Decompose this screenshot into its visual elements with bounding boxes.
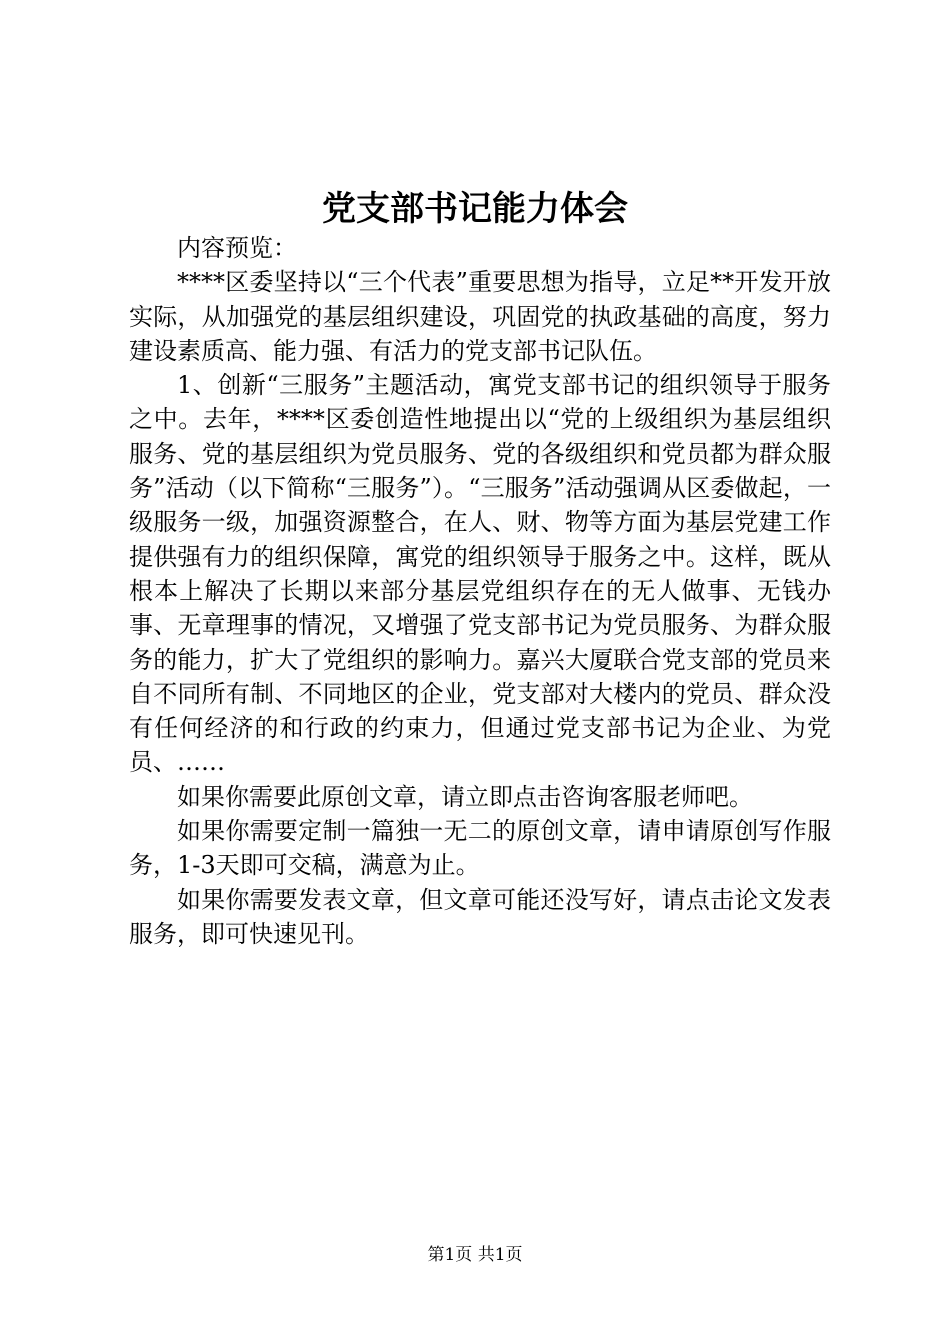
paragraph-intro: ****区委坚持以“三个代表”重要思想为指导，立足**开发开放实际，从加强党的基层组织建设，巩固党的执政基础的高度，努力建设素质高、能力强、有活力的党支部书记队伍。 xyxy=(129,268,831,365)
paragraph-preview-label: 内容预览： xyxy=(177,234,297,262)
document-title: 党支部书记能力体会 xyxy=(322,189,628,229)
paragraph-custom-writing: 如果你需要定制一篇独一无二的原创文章，请申请原创写作服务，1-3天即可交稿，满意为止。 xyxy=(129,817,831,880)
paragraph-consult-service: 如果你需要此原创文章，请立即点击咨询客服老师吧。 xyxy=(177,782,753,811)
paragraph-publish-service: 如果你需要发表文章，但文章可能还没写好，请点击论文发表服务，即可快速见刊。 xyxy=(129,885,831,948)
page-number-footer: 第1页 共1页 xyxy=(427,1245,523,1265)
document-body xyxy=(129,231,831,951)
paragraph-three-services: 1、创新“三服务”主题活动，寓党支部书记的组织领导于服务之中。去年，****区委创造性地提出以“党的上级组织为基层组织服务、党的基层组织为党员服务、党的各级组织和党员都为群众服务”活动（以下简称“三服务”）。“三服务”活动强调从区委做起，一级服务一级，加强资源整合，在人、财、物等方面为基层党建工作提供强有力的组织保障，寓党的组织领导于服务之中。这样，既从根本上解决了长期以来部分基层党组织存在的无人做事、无钱办事、无章理事的情况，又增强了党支部书记为党员服务、为群众服务的能力，扩大了党组织的影响力。嘉兴大厦联合党支部的党员来自不同所有制、不同地区的企业，党支部对大楼内的党员、群众没有任何经济的和行政的约束力，但通过党支部书记为企业、为党员、…… xyxy=(129,371,831,777)
